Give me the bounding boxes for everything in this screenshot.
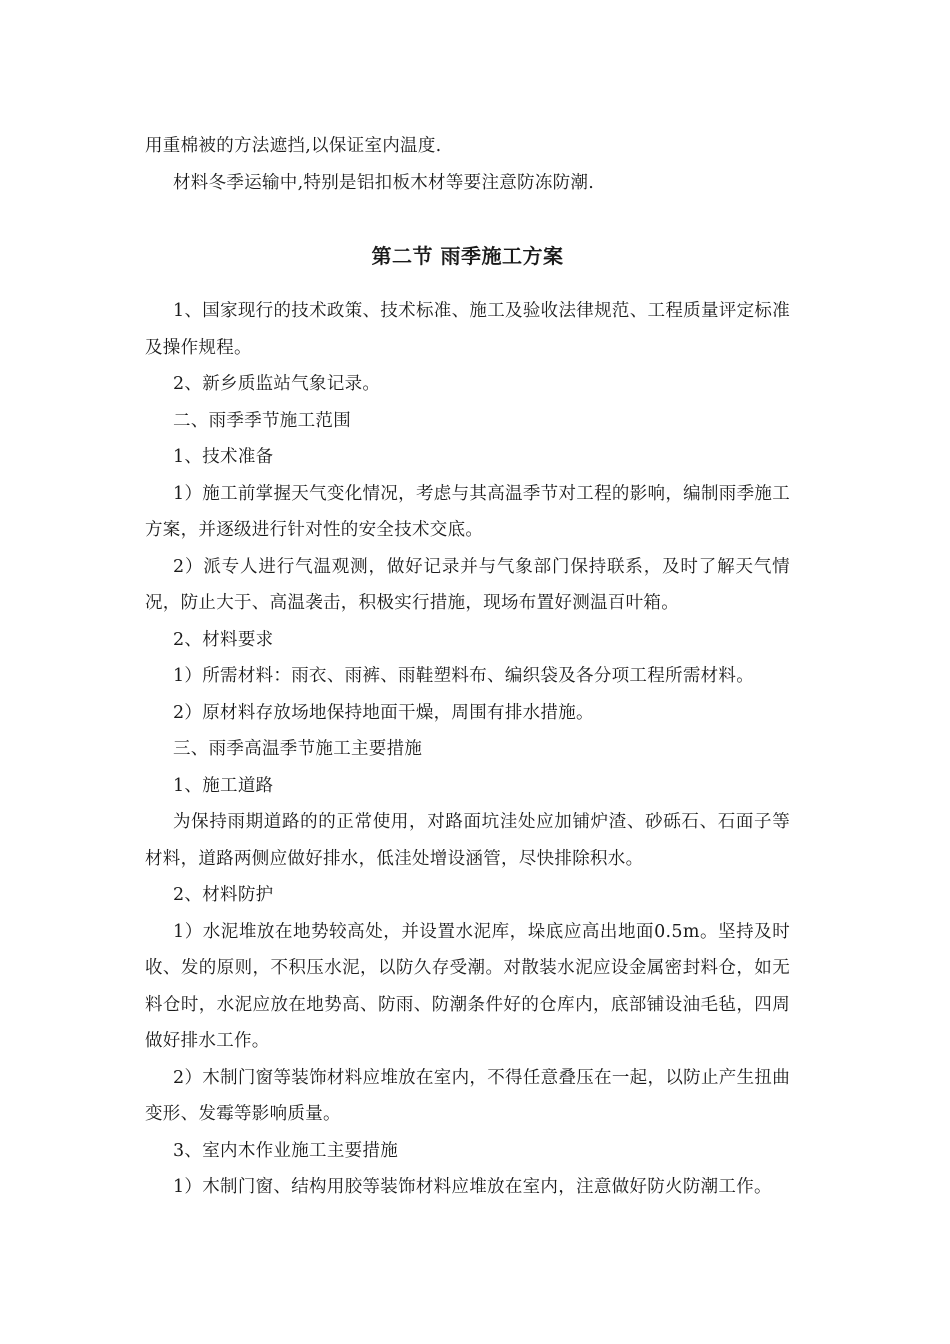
paragraph-9: 2）原材料存放场地保持地面干燥，周围有排水措施。 — [173, 702, 594, 723]
paragraph-7: 2、材料要求 — [173, 629, 274, 650]
intro-paragraph-1: 用重棉被的方法遮挡,以保证室内温度. — [145, 136, 442, 156]
document-body — [145, 128, 790, 1206]
paragraph-4: 1、技术准备 — [173, 447, 274, 467]
paragraph-5: 1）施工前掌握天气变化情况，考虑与其高温季节对工程的影响，编制雨季施工方案，并逐级进行针对性的安全技术交底。 — [145, 483, 790, 540]
paragraph-3: 二、雨季季节施工范围 — [173, 410, 351, 431]
paragraph-14: 1）水泥堆放在地势较高处，并设置水泥库，垛底应高出地面0.5m。坚持及时收、发的原则，不积压水泥，以防久存受潮。对散装水泥应设金属密封料仓，如无料仓时，水泥应放在地势高、防雨、防潮条件好的仓库内，底部铺设油毛毡，四周做好排水工作。 — [145, 921, 790, 1051]
paragraph-12: 为保持雨期道路的的正常使用，对路面坑洼处应加铺炉渣、砂砾石、石面子等材料，道路两侧应做好排水，低洼处增设涵管，尽快排除积水。 — [145, 812, 790, 869]
paragraph-15: 2）木制门窗等装饰材料应堆放在室内，不得任意叠压在一起，以防止产生扭曲变形、发霉等影响质量。 — [145, 1067, 790, 1124]
paragraph-1: 1、国家现行的技术政策、技术标准、施工及验收法律规范、工程质量评定标准及操作规程。 — [145, 301, 790, 358]
paragraph-13: 2、材料防护 — [173, 885, 274, 905]
intro-paragraph-2: 材料冬季运输中,特别是铝扣板木材等要注意防冻防潮. — [173, 172, 595, 193]
paragraph-10: 三、雨季高温季节施工主要措施 — [173, 739, 423, 759]
section-title: 第二节 雨季施工方案 — [371, 244, 564, 268]
paragraph-2: 2、新乡质监站气象记录。 — [173, 374, 381, 394]
paragraph-6: 2）派专人进行气温观测，做好记录并与气象部门保持联系，及时了解天气情况，防止大于、高温袭击，积极实行措施，现场布置好测温百叶箱。 — [145, 556, 790, 613]
paragraph-17: 1）木制门窗、结构用胶等装饰材料应堆放在室内，注意做好防火防潮工作。 — [173, 1177, 772, 1197]
paragraph-16: 3、室内木作业施工主要措施 — [173, 1140, 399, 1161]
paragraph-11: 1、施工道路 — [173, 775, 274, 796]
paragraph-8: 1）所需材料：雨衣、雨裤、雨鞋塑料布、编织袋及各分项工程所需材料。 — [173, 666, 755, 686]
